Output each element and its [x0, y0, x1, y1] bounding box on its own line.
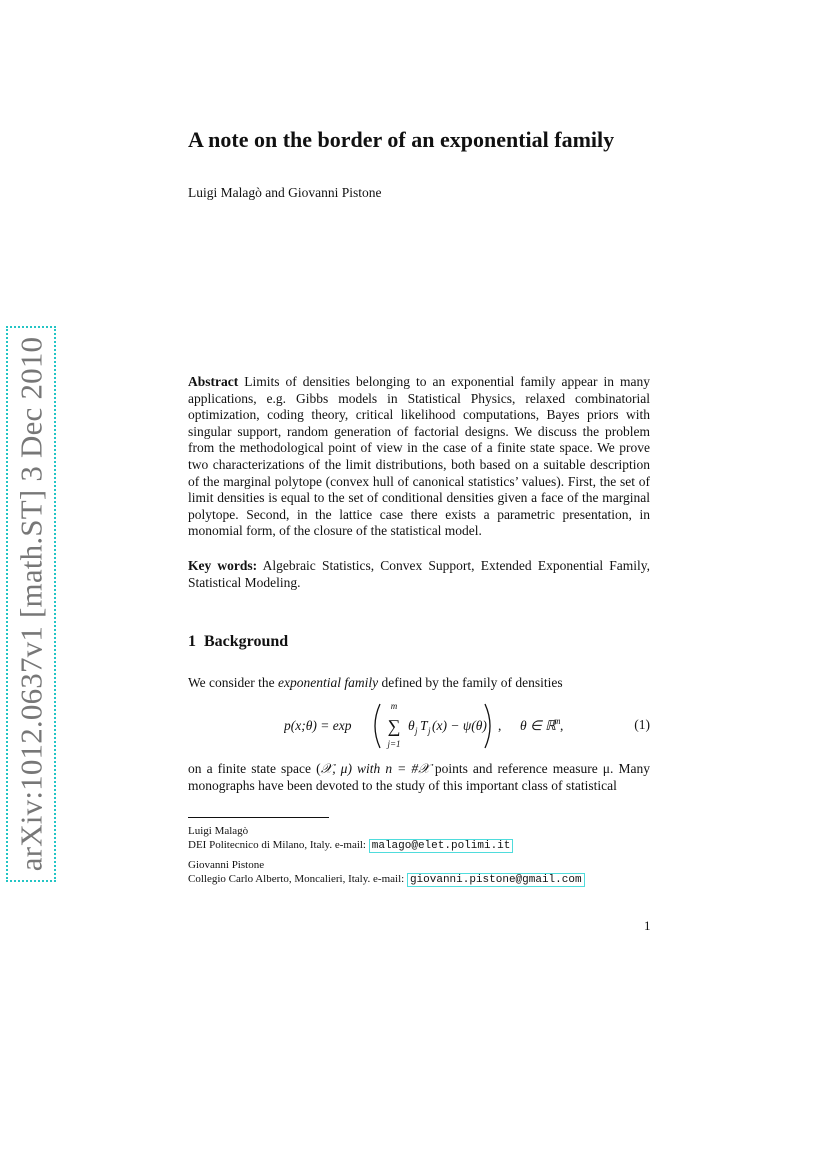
intro-sentence: [188, 675, 563, 691]
equation-body: [284, 700, 564, 752]
equation-lhs: p(x;θ) = exp: [284, 718, 352, 733]
summand-theta: θ: [408, 718, 415, 733]
summand-T-subscript: j: [428, 726, 431, 736]
email-link[interactable]: giovanni.pistone@gmail.com: [407, 873, 585, 887]
body-paragraph: [188, 760, 650, 794]
footnote-affiliation: [188, 872, 585, 887]
footnote-author-2: [188, 858, 585, 887]
para-suffix: points and reference measure μ. Many monographs have been devoted to the study of this important class of statistical: [188, 761, 650, 793]
summand-T: T: [420, 718, 428, 733]
left-paren: [375, 704, 380, 748]
keywords-text: Algebraic Statistics, Convex Support, Extended Exponential Family, Statistical Modeling.: [188, 558, 650, 590]
author-list: Luigi Malagò and Giovanni Pistone: [188, 185, 382, 200]
sum-upper-limit: m: [390, 701, 398, 711]
intro-suffix: defined by the family of densities: [378, 675, 563, 690]
keywords-label: Key words:: [188, 558, 258, 573]
arxiv-identifier-text: arXiv:1012.0637v1 [math.ST] 3 Dec 2010: [13, 336, 49, 872]
section-heading: [188, 633, 288, 651]
abstract-text: Limits of densities belonging to an exponential family appear in many applications, e.g. Gibbs models in Statistical Physics, relaxed combinatorial optimization, coding theory, critical likelihood computations, Bayes priors with singular support, random generation of factorial designs. We discuss the problem from the methodological point of view in the case of a finite state space. We prove two characterizations of the limit distributions, both based on a suitable description of the marginal polytope (convex hull of canonical statistics’ values). First, the set of limit densities is equal to the set of conditional densities given a face of the marginal polytope. Second, in the lattice case there exists a parametric presentation, in monomial form, of the closure of the statistical model.: [188, 374, 650, 539]
abstract-label: Abstract: [188, 374, 239, 389]
para-prefix: on a finite state space (: [188, 761, 321, 776]
page-number: 1: [644, 918, 651, 933]
sum-symbol: ∑: [387, 716, 401, 736]
footnote-author-name: Luigi Malagò: [188, 825, 249, 837]
keywords: [188, 557, 650, 591]
equation-number: (1): [634, 717, 650, 732]
footnote-divider: [188, 817, 329, 818]
abstract: [188, 374, 650, 540]
condition-comma: ,: [560, 718, 564, 733]
equation-1: [188, 700, 650, 752]
para-middle: , μ) with n = #: [332, 761, 419, 776]
footnote-author-1: [188, 824, 513, 853]
affiliation-text: Collegio Carlo Alberto, Moncalieri, Italy. e-mail:: [188, 873, 407, 885]
section-title: Background: [204, 633, 289, 650]
affiliation-text: DEI Politecnico di Milano, Italy. e-mail:: [188, 839, 369, 851]
para-state-space-2: 𝒳: [418, 761, 430, 776]
intro-emphasis: exponential family: [278, 675, 379, 690]
equation-condition: θ ∈ ℝ: [520, 718, 556, 733]
summand-theta-subscript: j: [415, 726, 418, 736]
section-number: 1: [188, 633, 196, 650]
para-state-space: 𝒳: [320, 761, 333, 776]
footnote-affiliation: [188, 838, 513, 853]
email-link[interactable]: malago@elet.polimi.it: [369, 839, 514, 853]
equation-comma: ,: [498, 718, 502, 733]
paper-title: A note on the border of an exponential family: [188, 127, 615, 152]
condition-superscript: m: [554, 716, 561, 726]
footnote-author-name: Giovanni Pistone: [188, 859, 265, 871]
summand-rest: (x) − ψ(θ): [432, 718, 487, 733]
sum-lower-limit: j=1: [387, 739, 401, 749]
arxiv-identifier-stamp[interactable]: [6, 326, 56, 882]
intro-prefix: We consider the: [188, 675, 279, 690]
